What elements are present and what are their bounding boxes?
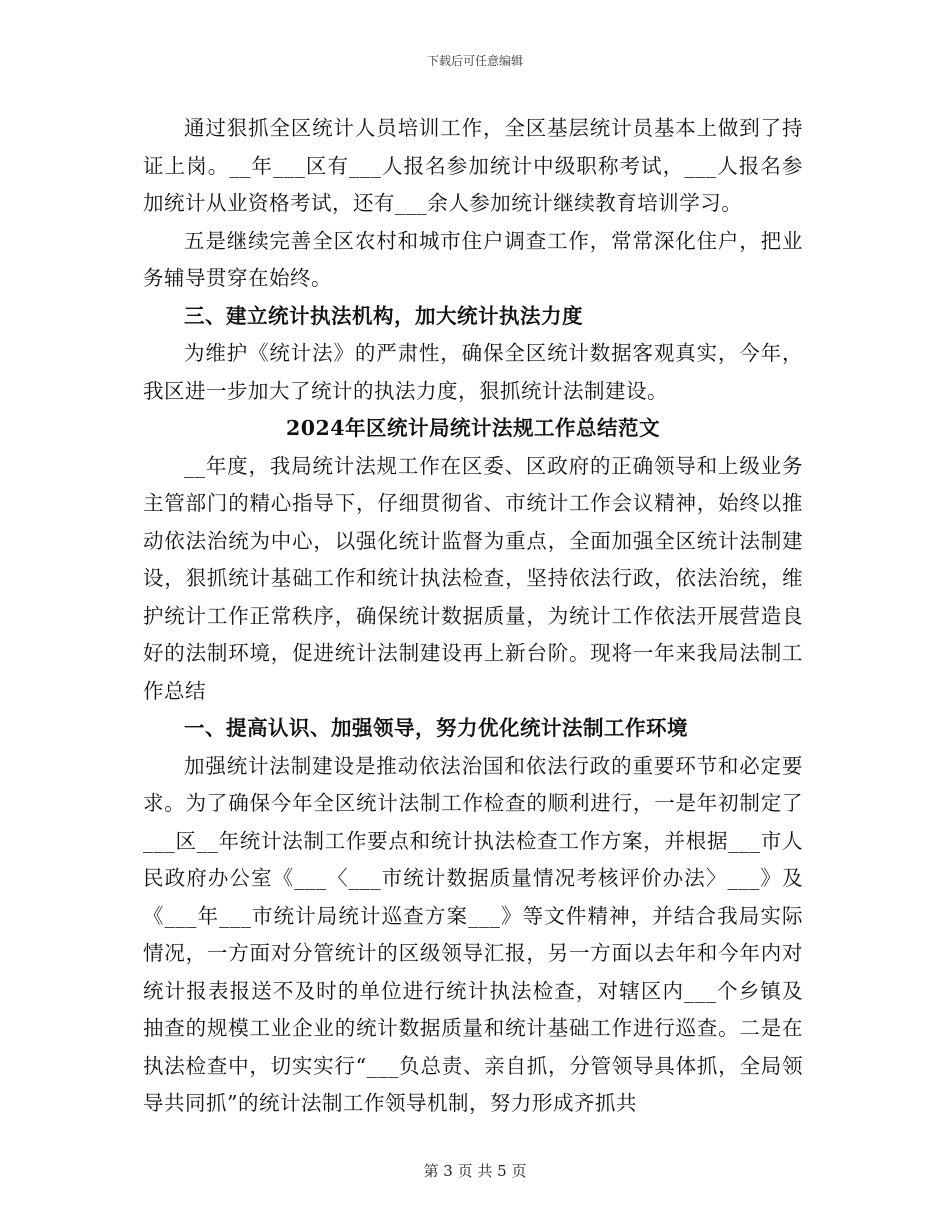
page-header: 下载后可任意编辑 xyxy=(426,54,523,68)
paragraph-legal-construction: 加强统计法制建设是推动依法治国和依法行政的重要环节和必定要求。为了确保今年全区统计法制工作检查的顺利进行，一是年初制定了___区__年统计法制工作要点和统计执法检查工作方案，并根据___市人民政府办公室《___〈___市统计数据质量情况考核评价办法〉___》及《___年___市统计局统计巡查方案___》等文件精神，并结合我局实际情况，一方面对分管统计的区级领导汇报，另一方面以去年和今年内对统计报表报送不及时的单位进行统计执法检查，对辖区内___个乡镇及抽查的规模工业企业的统计数据质量和统计基础工作进行巡查。二是在执法检查中，切实实行“___负总责、亲自抓，分管领导具体抓，全局领导共同抓”的统计法制工作领导机制，努力形成齐抓共 xyxy=(143,753,803,1115)
document-body xyxy=(143,110,803,1123)
paragraph-household-survey: 五是继续完善全区农村和城市住户调查工作，常常深化住户，把业务辅导贯穿在始终。 xyxy=(143,228,803,290)
document-title: 2024年区统计局统计法规工作总结范文 xyxy=(285,416,661,440)
paragraph-statistics-law: 为维护《统计法》的严肃性，确保全区统计数据客观真实，今年，我区进一步加大了统计的执法力度，狠抓统计法制建设。 xyxy=(143,341,803,403)
section-heading-enforcement: 三、建立统计执法机构，加大统计执法力度 xyxy=(184,303,583,328)
paragraph-annual-summary: __年度，我局统计法规工作在区委、区政府的正确领导和上级业务主管部门的精心指导下，仔细贯彻省、市统计工作会议精神，始终以推动依法治统为中心，以强化统计监督为重点，全面加强全区统计法制建设，狠抓统计基础工作和统计执法检查，坚持依法行政，依法治统，维护统计工作正常秩序，确保统计数据质量，为统计工作依法开展营造良好的法制环境，促进统计法制建设再上新台阶。现将一年来我局法制工作总结 xyxy=(143,453,803,703)
paragraph-training: 通过狠抓全区统计人员培训工作，全区基层统计员基本上做到了持证上岗。__年___区有___人报名参加统计中级职称考试，___人报名参加统计从业资格考试，还有___余人参加统计继续教育培训学习。 xyxy=(143,116,803,215)
page-footer: 第 3 页 共 5 页 xyxy=(423,1162,527,1180)
section-heading-leadership: 一、提高认识、加强领导，努力优化统计法制工作环境 xyxy=(184,716,688,740)
